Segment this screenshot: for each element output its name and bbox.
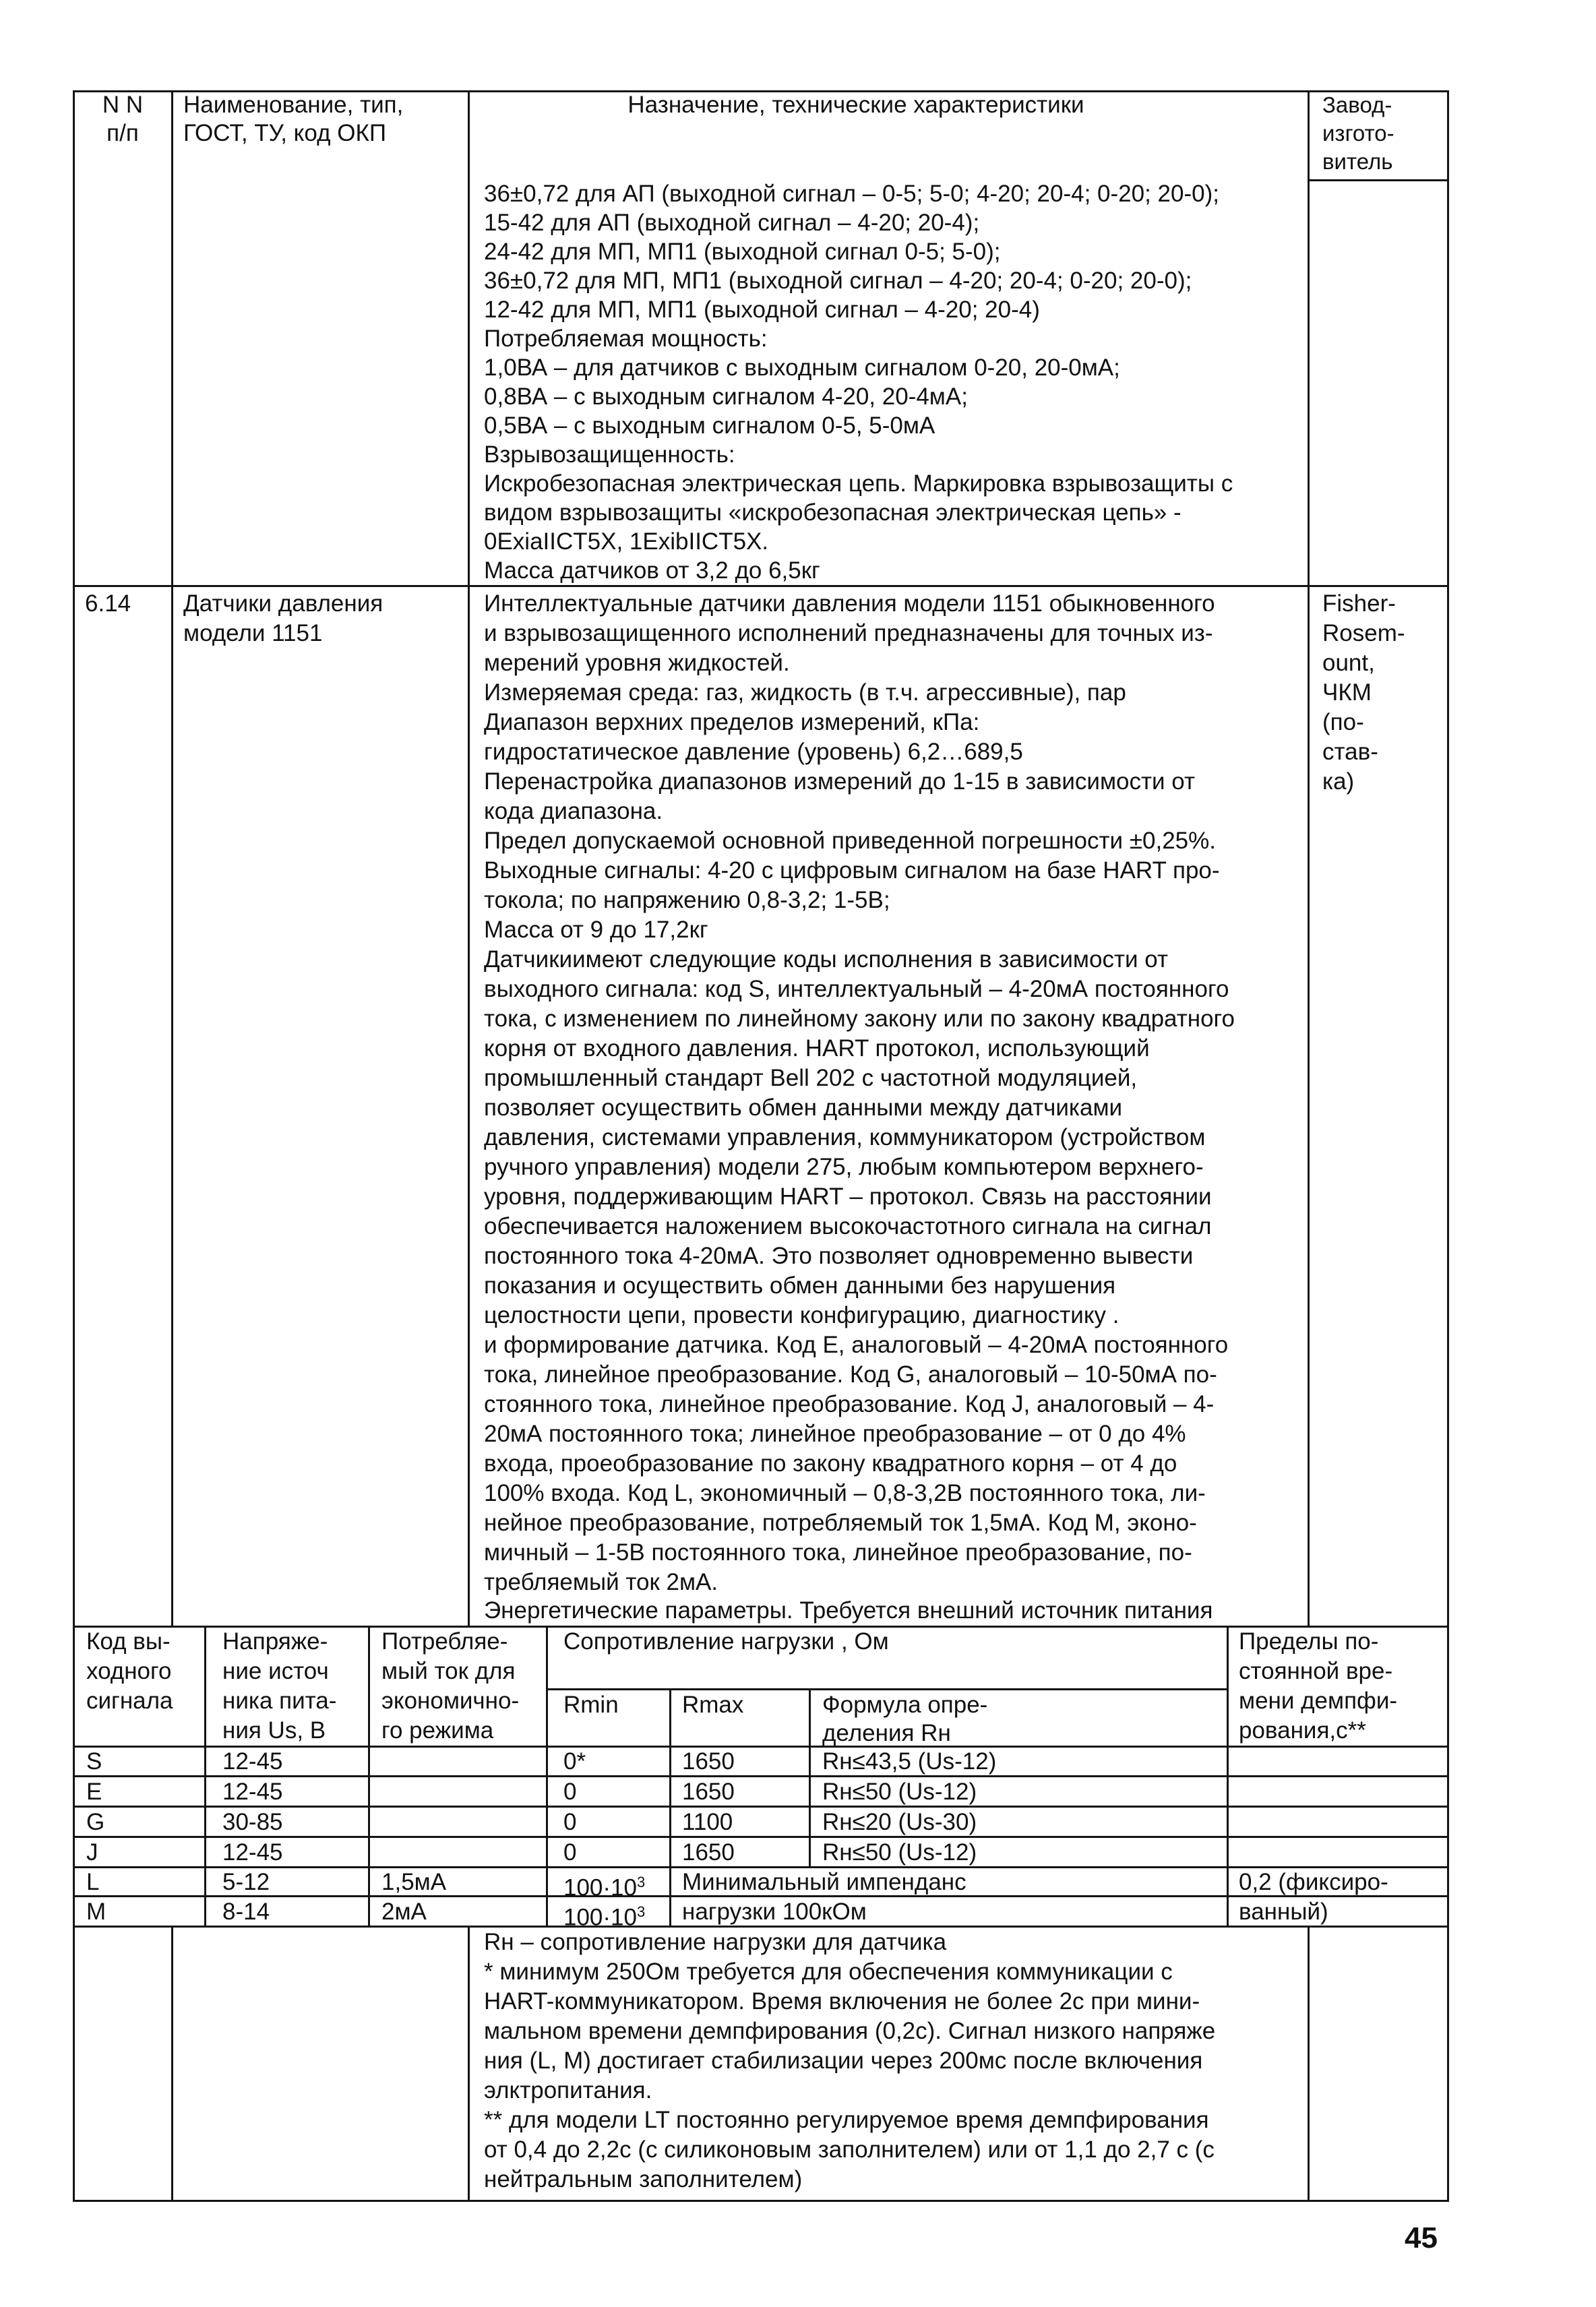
note-line: HART-коммуникатором. Время включения не более 2с при мини- xyxy=(484,1988,1200,2014)
text-line: целостности цепи, провести конфигурацию, диагностику . xyxy=(484,1302,1119,1328)
cell-code: G xyxy=(86,1809,105,1835)
note-line: нейтральным заполнителем) xyxy=(484,2166,803,2192)
subtable-head-rmax: Rmax xyxy=(682,1692,744,1718)
text-line: мичный – 1-5В постоянного тока, линейное преобразование, по- xyxy=(484,1539,1192,1566)
text-line: токола; по напряжению 0,8-3,2; 1-5В; xyxy=(484,887,890,913)
head-line: рования,с** xyxy=(1239,1717,1366,1744)
text-line: показания и осуществить обмен данными без нарушения xyxy=(484,1272,1116,1299)
text-line: Датчикиимеют следующие коды исполнения в зависимости от xyxy=(484,946,1168,973)
cell-lm-note: нагрузки 100кОм xyxy=(682,1899,867,1925)
head-line: деления Rн xyxy=(822,1720,951,1746)
cell-rmax: 1650 xyxy=(682,1839,735,1866)
cell-current: 2мА xyxy=(381,1899,427,1925)
text-line: входа, проеобразование по закону квадратного корня – от 4 до xyxy=(484,1450,1177,1477)
cell-formula: Rн≤50 (Us-12) xyxy=(822,1839,977,1866)
cell-lm-limit: 0,2 (фиксиро- xyxy=(1239,1869,1388,1895)
rmin-base: 100·10 xyxy=(563,1904,637,1931)
text-line: 0,5ВА – с выходным сигналом 0-5, 5-0мА xyxy=(484,412,935,439)
cell-code: E xyxy=(86,1779,102,1805)
head-line: мени демпфи- xyxy=(1239,1688,1398,1714)
cell-us: 30-85 xyxy=(222,1809,283,1835)
cell-code: S xyxy=(86,1748,102,1775)
item-maker-line: ount, xyxy=(1322,650,1375,676)
header-purpose: Назначение, технические характеристики xyxy=(627,92,1084,118)
note-line: Rн – сопротивление нагрузки для датчика xyxy=(484,1929,947,1955)
item-name-line: Датчики давления xyxy=(183,590,383,617)
text-line: 36±0,72 для МП, МП1 (выходной сигнал – 4-20; 20-4; 0-20; 20-0); xyxy=(484,268,1192,294)
text-line: Выходные сигналы: 4-20 с цифровым сигналом на базе HART про- xyxy=(484,857,1220,884)
head-line: ние источ xyxy=(222,1658,329,1684)
header-name-line: ГОСТ, ТУ, код ОКП xyxy=(183,120,387,146)
text-line: давления, системами управления, коммуникатором (устройством xyxy=(484,1124,1206,1150)
subtable-head-resistance: Сопротивление нагрузки , Ом xyxy=(563,1628,889,1655)
text-line: и взрывозащищенного исполнений предназначены для точных из- xyxy=(484,620,1213,646)
header-num-line: п/п xyxy=(106,120,139,146)
item-maker-line: Rosem- xyxy=(1322,620,1405,646)
text-line: тока, линейное преобразование. Код G, аналоговый – 10-50мА по- xyxy=(484,1361,1217,1388)
text-line: Масса от 9 до 17,2кг xyxy=(484,917,708,943)
cell-formula: Rн≤50 (Us-12) xyxy=(822,1779,977,1805)
head-line: ходного xyxy=(86,1658,172,1684)
note-line: мальном времени демпфирования (0,2с). Сигнал низкого напряже xyxy=(484,2018,1216,2044)
cell-lm-limit: ванный) xyxy=(1239,1899,1328,1925)
text-line: стоянного тока, линейное преобразование. Код J, аналоговый – 4- xyxy=(484,1391,1215,1417)
head-line: сигнала xyxy=(86,1688,173,1714)
text-line: 12-42 для МП, МП1 (выходной сигнал – 4-20; 20-4) xyxy=(484,297,1040,323)
text-line: 100% входа. Код L, экономичный – 0,8-3,2В постоянного тока, ли- xyxy=(484,1480,1206,1506)
head-line: Код вы- xyxy=(86,1628,171,1655)
text-line: Энергетические параметры. Требуется внешний источник питания xyxy=(484,1597,1213,1624)
cell-rmax: 1650 xyxy=(682,1748,735,1775)
text-line: требляемый ток 2мА. xyxy=(484,1569,718,1595)
cell-us: 5-12 xyxy=(222,1869,270,1895)
text-line: 0,8ВА – с выходным сигналом 4-20, 20-4мА; xyxy=(484,383,968,410)
text-line: 36±0,72 для АП (выходной сигнал – 0-5; 5-0; 4-20; 20-4; 0-20; 20-0); xyxy=(484,181,1219,207)
cell-rmin: 0 xyxy=(563,1839,577,1866)
text-line: корня от входного давления. HART протокол, использующий xyxy=(484,1035,1150,1062)
item-maker-line: ка) xyxy=(1322,768,1355,795)
text-line: Диапазон верхних пределов измерений, кПа: xyxy=(484,709,980,735)
rmin-exponent: 3 xyxy=(636,1903,646,1920)
head-line: Формула опре- xyxy=(822,1692,988,1718)
cell-current: 1,5мА xyxy=(381,1869,447,1895)
note-line: ния (L, M) достигает стабилизации через 200мс после включения xyxy=(484,2048,1203,2074)
text-line: выходного сигнала: код S, интеллектуальный – 4-20мА постоянного xyxy=(484,976,1229,1002)
cell-lm-note: Минимальный импенданс xyxy=(682,1869,966,1895)
header-num-line: N N xyxy=(102,92,144,118)
item-maker-line: (по- xyxy=(1322,709,1364,735)
cell-us: 12-45 xyxy=(222,1748,283,1775)
note-line: от 0,4 до 2,2с (с силиконовым заполнителем) или от 1,1 до 2,7 с (с xyxy=(484,2136,1215,2163)
cell-us: 12-45 xyxy=(222,1839,283,1866)
item-maker-line: став- xyxy=(1322,739,1378,765)
head-line: го режима xyxy=(381,1717,494,1744)
text-line: постоянного тока 4-20мА. Это позволяет одновременно вывести xyxy=(484,1243,1194,1269)
page-number: 45 xyxy=(1405,2221,1438,2254)
note-line: ** для модели LT постоянно регулируемое время демпфирования xyxy=(484,2107,1209,2133)
text-line: и формирование датчика. Код Е, аналоговый – 4-20мА постоянного xyxy=(484,1332,1229,1358)
cell-code: J xyxy=(86,1839,98,1866)
text-line: видом взрывозащиты «искробезопасная электрическая цепь» - xyxy=(484,499,1181,526)
cell-code: L xyxy=(86,1869,100,1895)
text-line: 15-42 для АП (выходной сигнал – 4-20; 20-4); xyxy=(484,210,980,236)
text-line: промышленный стандарт Bell 202 с частотной модуляцией, xyxy=(484,1065,1138,1091)
text-line: ручного управления) модели 275, любым компьютером верхнего- xyxy=(484,1154,1204,1180)
text-line: Перенастройка диапазонов измерений до 1-15 в зависимости от xyxy=(484,768,1196,795)
text-line: Интеллектуальные датчики давления модели 1151 обыкновенного xyxy=(484,590,1215,617)
cell-code: M xyxy=(86,1899,106,1925)
cell-formula: Rн≤43,5 (Us-12) xyxy=(822,1748,997,1775)
header-maker-line: витель xyxy=(1322,149,1393,174)
text-line: 20мА постоянного тока; линейное преобразование – от 0 до 4% xyxy=(484,1421,1186,1447)
item-number: 6.14 xyxy=(85,590,131,617)
item-name-line: модели 1151 xyxy=(183,620,323,646)
head-line: ния Us, В xyxy=(222,1717,326,1744)
text-line: мерений уровня жидкостей. xyxy=(484,650,790,676)
cell-formula: Rн≤20 (Us-30) xyxy=(822,1809,977,1835)
subtable-head-rmin: Rmin xyxy=(563,1692,619,1718)
cell-us: 12-45 xyxy=(222,1779,283,1805)
cell-rmin: 0 xyxy=(563,1779,577,1805)
head-line: мый ток для xyxy=(381,1658,516,1684)
header-maker-line: изгото- xyxy=(1322,121,1394,146)
rmin-base: 100·10 xyxy=(563,1874,637,1901)
text-line: Масса датчиков от 3,2 до 6,5кг xyxy=(484,557,820,584)
header-maker-line: Завод- xyxy=(1322,92,1392,117)
cell-rmin: 0* xyxy=(563,1748,586,1775)
text-line: 24-42 для МП, МП1 (выходной сигнал 0-5; 5-0); xyxy=(484,239,1001,265)
head-line: Напряже- xyxy=(222,1628,328,1655)
note-line: элктропитания. xyxy=(484,2077,652,2103)
head-line: Пределы по- xyxy=(1239,1628,1379,1655)
text-line: Измеряемая среда: газ, жидкость (в т.ч. агрессивные), пар xyxy=(484,679,1126,706)
rmin-exponent: 3 xyxy=(636,1874,646,1890)
head-line: стоянной вре- xyxy=(1239,1658,1393,1684)
text-line: тока, с изменением по линейному закону или по закону квадратного xyxy=(484,1006,1235,1032)
text-line: Искробезопасная электрическая цепь. Маркировка взрывозащиты с xyxy=(484,470,1233,497)
head-line: ника пита- xyxy=(222,1688,337,1714)
text-line: позволяет осуществить обмен данными между датчиками xyxy=(484,1095,1123,1121)
note-line: * минимум 250Ом требуется для обеспечения коммуникации с xyxy=(484,1959,1173,1985)
cell-us: 8-14 xyxy=(222,1899,270,1925)
item-maker-line: Fisher- xyxy=(1322,590,1396,617)
text-line: Предел допускаемой основной приведенной погрешности ±0,25%. xyxy=(484,828,1216,854)
text-line: Взрывозащищенность: xyxy=(484,441,735,468)
header-name-line: Наименование, тип, xyxy=(183,92,404,118)
text-line: гидростатическое давление (уровень) 6,2…689,5 xyxy=(484,739,1023,765)
text-line: 0ExiaIICT5X, 1ExibIICT5X. xyxy=(484,528,769,555)
head-line: экономично- xyxy=(381,1688,520,1714)
text-line: кода диапазона. xyxy=(484,798,663,824)
text-line: обеспечивается наложением высокочастотного сигнала на сигнал xyxy=(484,1213,1212,1239)
item-maker-line: ЧКМ xyxy=(1322,679,1372,706)
text-line: Потребляемая мощность: xyxy=(484,326,768,352)
cell-rmin: 0 xyxy=(563,1809,577,1835)
text-line: нейное преобразование, потребляемый ток 1,5мА. Код М, эконо- xyxy=(484,1510,1197,1536)
text-line: 1,0ВА – для датчиков с выходным сигналом 0-20, 20-0мА; xyxy=(484,355,1120,381)
cell-rmax: 1100 xyxy=(682,1809,733,1835)
cell-rmax: 1650 xyxy=(682,1779,735,1805)
head-line: Потребляе- xyxy=(381,1628,508,1655)
text-line: уровня, поддерживающим HART – протокол. Связь на расстоянии xyxy=(484,1183,1212,1210)
